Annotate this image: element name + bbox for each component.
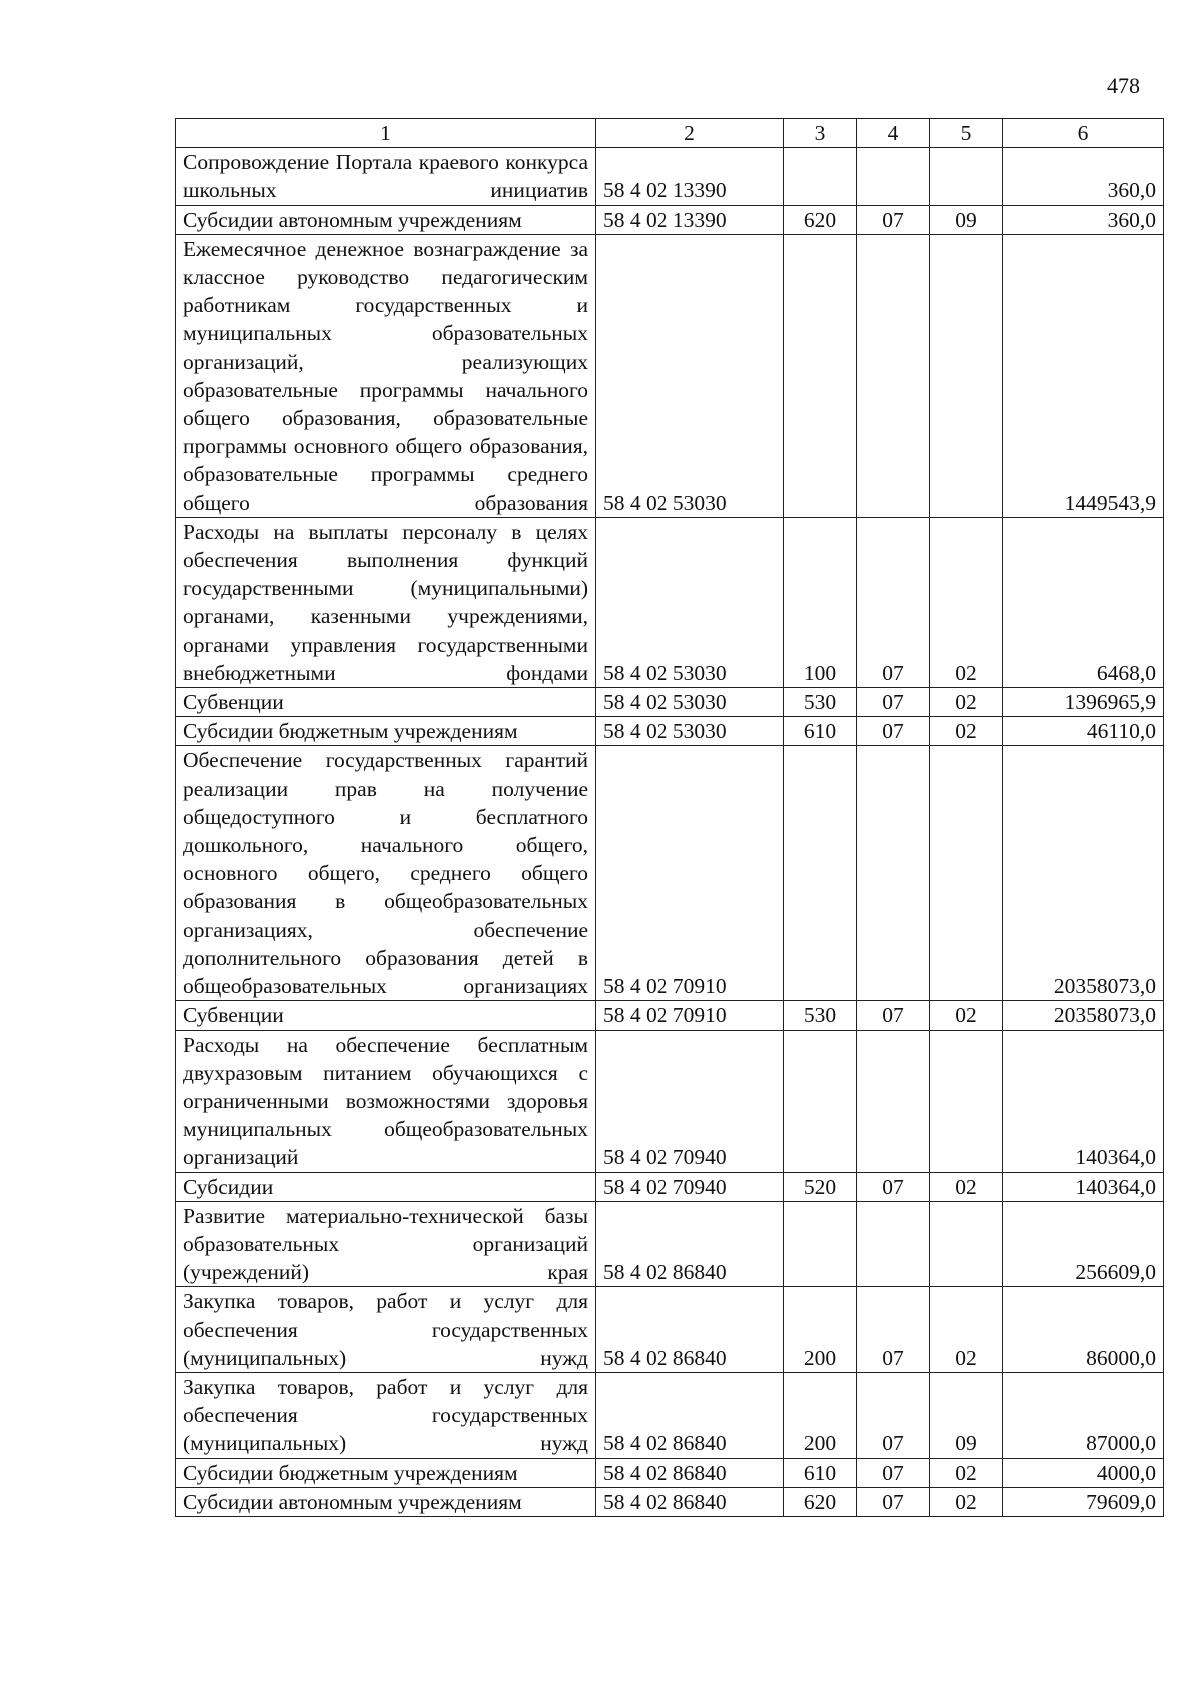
row-section: 07 <box>857 1001 930 1030</box>
table-row <box>176 688 1164 717</box>
row-amount: 86000,0 <box>1003 1287 1164 1373</box>
page-number: 478 <box>1107 73 1140 98</box>
row-amount: 6468,0 <box>1003 517 1164 687</box>
column-header-1: 1 <box>176 119 596 148</box>
table-row <box>176 1172 1164 1201</box>
row-subsection: 02 <box>930 1001 1003 1030</box>
row-section: 07 <box>857 205 930 234</box>
row-target-code: 58 4 02 86840 <box>596 1372 784 1458</box>
row-description: Ежемесячное денежное вознаграждение за классное руководство педагогическим работникам государственных и муниципальных образовательных организаций, реализующих образовательные программы начального общего образования, образовательные программы основного общего образования, образовательные программы среднего общего образования <box>176 234 596 517</box>
row-target-code: 58 4 02 86840 <box>596 1201 784 1287</box>
column-header-6: 6 <box>1003 119 1164 148</box>
column-header-5: 5 <box>930 119 1003 148</box>
row-amount: 79609,0 <box>1003 1487 1164 1516</box>
row-amount: 4000,0 <box>1003 1458 1164 1487</box>
row-description: Закупка товаров, работ и услуг для обеспечения государственных (муниципальных) нужд <box>176 1372 596 1458</box>
row-target-code: 58 4 02 86840 <box>596 1287 784 1373</box>
table-row <box>176 746 1164 1001</box>
table-row <box>176 1030 1164 1172</box>
row-expense-type: 620 <box>784 1487 857 1516</box>
column-header-3: 3 <box>784 119 857 148</box>
row-expense-type <box>784 234 857 517</box>
table-row <box>176 148 1164 205</box>
row-expense-type: 520 <box>784 1172 857 1201</box>
row-amount: 360,0 <box>1003 205 1164 234</box>
row-subsection <box>930 746 1003 1001</box>
row-amount: 256609,0 <box>1003 1201 1164 1287</box>
row-description: Субсидии бюджетным учреждениям <box>176 1458 596 1487</box>
row-amount: 1449543,9 <box>1003 234 1164 517</box>
row-description: Обеспечение государственных гарантий реализации прав на получение общедоступного и бесплатного дошкольного, начального общего, основного общего, среднего общего образования в общеобразовательных организациях, обеспечение дополнительного образования детей в общеобразовательных организациях <box>176 746 596 1001</box>
row-section: 07 <box>857 1172 930 1201</box>
table-row <box>176 205 1164 234</box>
row-section: 07 <box>857 1287 930 1373</box>
budget-table <box>175 118 1164 1517</box>
row-section: 07 <box>857 517 930 687</box>
table-row <box>176 1458 1164 1487</box>
row-description: Субвенции <box>176 688 596 717</box>
row-amount: 46110,0 <box>1003 717 1164 746</box>
row-subsection: 02 <box>930 1487 1003 1516</box>
row-target-code: 58 4 02 53030 <box>596 717 784 746</box>
table-row <box>176 1287 1164 1373</box>
table-header-row <box>176 119 1164 148</box>
row-amount: 87000,0 <box>1003 1372 1164 1458</box>
row-expense-type <box>784 1030 857 1172</box>
row-description: Расходы на обеспечение бесплатным двухразовым питанием обучающихся с ограниченными возможностями здоровья муниципальных общеобразовательных организаций <box>176 1030 596 1172</box>
row-amount: 360,0 <box>1003 148 1164 205</box>
row-expense-type: 200 <box>784 1287 857 1373</box>
row-description: Закупка товаров, работ и услуг для обеспечения государственных (муниципальных) нужд <box>176 1287 596 1373</box>
row-subsection: 09 <box>930 1372 1003 1458</box>
row-expense-type: 200 <box>784 1372 857 1458</box>
row-subsection <box>930 148 1003 205</box>
row-amount: 140364,0 <box>1003 1172 1164 1201</box>
row-amount: 140364,0 <box>1003 1030 1164 1172</box>
row-subsection: 02 <box>930 1287 1003 1373</box>
row-expense-type: 100 <box>784 517 857 687</box>
row-target-code: 58 4 02 13390 <box>596 148 784 205</box>
row-subsection: 02 <box>930 1172 1003 1201</box>
row-subsection <box>930 1030 1003 1172</box>
table-row <box>176 1487 1164 1516</box>
row-subsection: 02 <box>930 688 1003 717</box>
row-subsection: 02 <box>930 717 1003 746</box>
row-target-code: 58 4 02 70940 <box>596 1172 784 1201</box>
table-row <box>176 517 1164 687</box>
row-expense-type: 610 <box>784 717 857 746</box>
row-target-code: 58 4 02 70910 <box>596 1001 784 1030</box>
column-header-4: 4 <box>857 119 930 148</box>
row-target-code: 58 4 02 53030 <box>596 234 784 517</box>
table-row <box>176 234 1164 517</box>
row-target-code: 58 4 02 86840 <box>596 1458 784 1487</box>
table-row <box>176 717 1164 746</box>
row-section <box>857 234 930 517</box>
row-description: Расходы на выплаты персоналу в целях обеспечения выполнения функций государственными (муниципальными) органами, казенными учреждениями, органами управления государственными внебюджетными фондами <box>176 517 596 687</box>
row-expense-type <box>784 746 857 1001</box>
column-header-2: 2 <box>596 119 784 148</box>
row-description: Субсидии <box>176 1172 596 1201</box>
row-description: Субсидии автономным учреждениям <box>176 205 596 234</box>
row-target-code: 58 4 02 53030 <box>596 688 784 717</box>
row-amount: 20358073,0 <box>1003 746 1164 1001</box>
row-section: 07 <box>857 1487 930 1516</box>
row-description: Субвенции <box>176 1001 596 1030</box>
row-expense-type <box>784 1201 857 1287</box>
row-expense-type: 530 <box>784 1001 857 1030</box>
row-section: 07 <box>857 1458 930 1487</box>
row-section <box>857 746 930 1001</box>
row-section <box>857 1201 930 1287</box>
table-row <box>176 1001 1164 1030</box>
table-row <box>176 1201 1164 1287</box>
row-subsection <box>930 234 1003 517</box>
row-description: Субсидии бюджетным учреждениям <box>176 717 596 746</box>
row-subsection <box>930 1201 1003 1287</box>
row-section: 07 <box>857 688 930 717</box>
row-section: 07 <box>857 1372 930 1458</box>
row-description: Развитие материально-технической базы образовательных организаций (учреждений) края <box>176 1201 596 1287</box>
row-expense-type: 620 <box>784 205 857 234</box>
row-description: Субсидии автономным учреждениям <box>176 1487 596 1516</box>
row-section <box>857 1030 930 1172</box>
row-subsection: 09 <box>930 205 1003 234</box>
table-row <box>176 1372 1164 1458</box>
row-amount: 20358073,0 <box>1003 1001 1164 1030</box>
row-expense-type: 530 <box>784 688 857 717</box>
row-target-code: 58 4 02 13390 <box>596 205 784 234</box>
row-target-code: 58 4 02 53030 <box>596 517 784 687</box>
row-amount: 1396965,9 <box>1003 688 1164 717</box>
table-body <box>176 148 1164 1517</box>
row-section: 07 <box>857 717 930 746</box>
row-subsection: 02 <box>930 517 1003 687</box>
row-expense-type: 610 <box>784 1458 857 1487</box>
row-description: Сопровождение Портала краевого конкурса школьных инициатив <box>176 148 596 205</box>
row-subsection: 02 <box>930 1458 1003 1487</box>
row-target-code: 58 4 02 70940 <box>596 1030 784 1172</box>
row-section <box>857 148 930 205</box>
row-target-code: 58 4 02 86840 <box>596 1487 784 1516</box>
row-target-code: 58 4 02 70910 <box>596 746 784 1001</box>
row-expense-type <box>784 148 857 205</box>
